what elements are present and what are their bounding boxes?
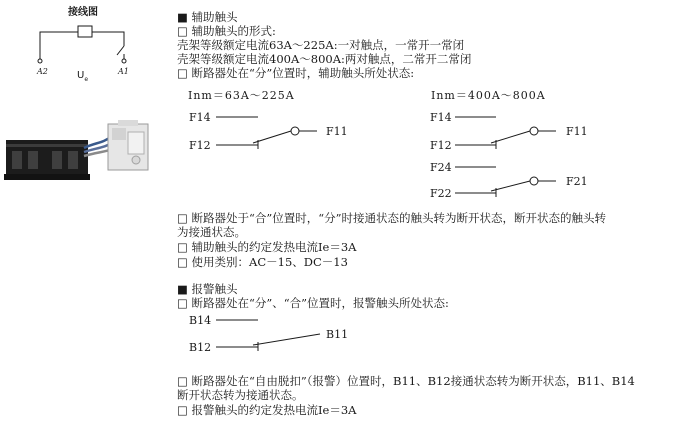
- wiring-title: 接线图: [68, 7, 98, 18]
- wiring-switch: [117, 46, 124, 55]
- f12-label: F12: [189, 139, 211, 152]
- alarm-state-label: □ 断路器处在“分”、“合”位置时，报警触头所处状态:: [177, 296, 449, 310]
- f12-label-l: F12: [430, 139, 452, 152]
- contact-blade-2: [491, 181, 530, 191]
- aux-diagram-large: [455, 117, 556, 197]
- coil-symbol: [78, 26, 92, 37]
- contact-pivot: [291, 127, 299, 135]
- aux-heading: ■ 辅助触头: [177, 10, 238, 24]
- contact-blade-1: [491, 131, 530, 143]
- f14-label-l: F14: [430, 111, 452, 124]
- f11-label: F11: [326, 125, 348, 138]
- b14-label: B14: [189, 314, 212, 327]
- alarm-note-1b: 断开状态转为接通状态。: [177, 388, 304, 402]
- b11-label: B11: [326, 328, 349, 341]
- aux-diagram-small: [216, 117, 317, 149]
- aux-contact-module-photo: [4, 118, 156, 190]
- aux-note-1b: 为接通状态。: [177, 225, 246, 239]
- f14-label: F14: [189, 111, 211, 124]
- alarm-note-1a: □ 断路器处在“自由脱扣”（报警）位置时，B11、B12接通状态转为断开状态，B11、B14: [177, 374, 635, 388]
- rating-large: Inm＝400A～800A: [431, 89, 546, 102]
- aux-line-400: 壳架等级额定电流400A～800A:两对触点，二常开二常闭: [177, 52, 472, 66]
- aux-form-label: □ 辅助触头的形式:: [177, 24, 276, 38]
- b12-label: B12: [189, 341, 212, 354]
- contact-housing: [108, 120, 148, 170]
- f11-label-l: F11: [566, 125, 588, 138]
- aux-line-63: 壳架等级额定电流63A～225A:一对触点，一常开一常闭: [177, 38, 465, 52]
- f22-label: F22: [430, 187, 452, 200]
- terminal-right: [122, 59, 126, 63]
- contact-pivot-1: [530, 127, 538, 135]
- wiring-right-wire: [92, 32, 124, 46]
- terminal-left-label: A2: [37, 67, 48, 76]
- contact-blade: [253, 131, 291, 143]
- terminal-right-label: A1: [118, 67, 129, 76]
- wiring-left-wire: [40, 32, 78, 59]
- terminal-left: [38, 59, 42, 63]
- alarm-diagram: [216, 320, 320, 351]
- contact-pivot-2: [530, 177, 538, 185]
- aux-note-1a: □ 断路器处于“合”位置时，“分”时接通状态的触头转为断开状态，断开状态的触头转: [177, 211, 607, 225]
- terminal-block: [4, 140, 90, 180]
- wiring-diagram: [38, 26, 126, 63]
- alarm-heading: ■ 报警触头: [177, 282, 238, 296]
- aux-note-2: □ 辅助触头的约定发热电流Ie＝3A: [177, 240, 357, 254]
- rating-small: Inm＝63A～225A: [188, 89, 295, 102]
- voltage-label: $U_e$: [77, 70, 89, 83]
- f21-label: F21: [566, 175, 588, 188]
- alarm-note-2: □ 报警触头的约定发热电流Ie＝3A: [177, 403, 357, 417]
- aux-state-label: □ 断路器处在“分”位置时，辅助触头所处状态:: [177, 66, 415, 80]
- f24-label: F24: [430, 161, 452, 174]
- aux-note-3: □ 使用类别：AC－15、DC－13: [177, 255, 348, 269]
- alarm-blade: [253, 334, 320, 345]
